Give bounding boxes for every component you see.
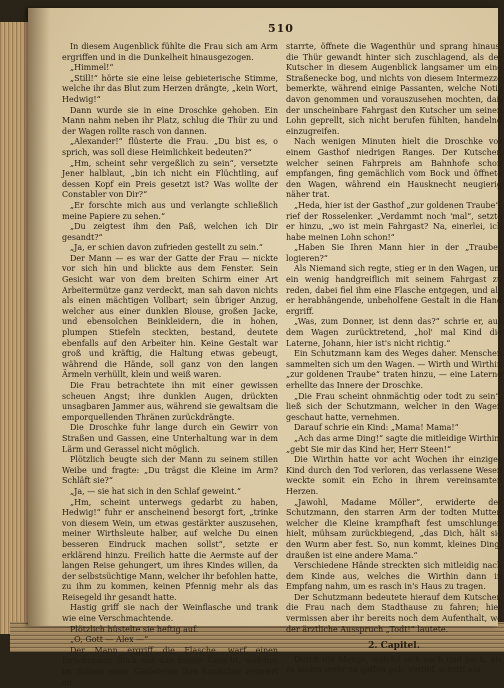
- paragraph: Durch die Menge, welche sich nach und nach, als es nichts mehr zu gaffen gab, verlief, schritt ein: [286, 654, 502, 675]
- page-number: 510: [268, 22, 294, 35]
- page-gutter-shadow: [28, 8, 50, 626]
- paragraph: „Hm, scheint unterwegs gedarbt zu haben, Hedwig!“ fuhr er anscheinend besorgt fort, „trinke von diesem Wein, um etwas gestärkter auszusehen, meiner Wirthsleute halber, auf welche Du einen besseren Eindruck machen sollst“, setzte er erklärend hinzu. Freilich hatte die Aermste auf der langen Reise gehungert, um ihres Kindes willen, da der selbstsüchtige Mann, welcher ihr befohlen hatte, zu ihm zu kommen, keinen Pfennig mehr als das Reisegeld ihr gesandt hatte.: [62, 497, 278, 602]
- chapter-heading: 2. Capitel.: [368, 641, 420, 652]
- paragraph: „Die Frau scheint ohnmächtig oder todt zu sein“, ließ sich der Schutzmann, welcher in den Wagen geschaut hatte, vernehmen.: [286, 391, 502, 422]
- paragraph: „Heda, hier ist der Gasthof „zur goldenen Traube“, rief der Rosselenker. „Verdammt noch 'mal“, setzte er hinzu, „wo ist mein Fahrgast? Na, einerlei, ich habe meinen Lohn schon!“: [286, 200, 502, 242]
- paragraph: Plötzlich beugte sich der Mann zu seinem stillen Weibe und fragte: „Du trägst die Kleine im Arm? Schläft sie?“: [62, 455, 278, 486]
- paragraph: Die Frau betrachtete ihn mit einer gewissen scheuen Angst; ihre dunklen Augen, drückten unsagbaren Jammer aus, während sie gewaltsam die emporquellenden Thränen zurückdrängte.: [62, 381, 278, 422]
- paragraph: Der Mann — es war der Gatte der Frau — nickte vor sich hin und blickte aus dem Fenster. Sein Gesicht war von dem breiten Schirm einer Art Arbeitermütze ganz verdeckt, man sah davon nichts als einen mächtigen Vollbart; sein übriger Anzug, welcher aus einer dunklen Blouse, großen Jacke, und ebensolchen Beinkleidern, die in hohen, plumpen Stiefeln steckten, bestand, deutete ebenfalls auf den Arbeiter hin. Keine Gestalt war groß und kräftig, die Haltung etwas gebeugt, während die Hände, soll ganz von den langen Ärmeln verhüllt, klein und weiß waren.: [62, 253, 278, 380]
- paragraph: Dann wurde sie in eine Droschke gehoben. Ein Mann nahm neben ihr Platz, schlug die Thür zu und der Wagen rollte rasch von dannen.: [62, 105, 278, 136]
- paragraph: Die Droschke fuhr lange durch ein Gewirr von Straßen und Gassen, eine Unterhaltung war in dem Lärm und Gerassel nicht möglich.: [62, 423, 278, 454]
- paragraph: „Still!“ hörte sie eine leise gebieterische Stimme, welche ihr das Blut zum Herzen drängte, „kein Wort, Hedwig!“: [62, 73, 278, 104]
- text-column-left: [62, 42, 278, 688]
- paragraph: Darauf schrie ein Kind: „Mama! Mama!“: [294, 423, 459, 433]
- paragraph: „Ach das arme Ding!“ sagte die mitleidige Wirthin, „gebt Sie mir das Kind her, Herr Steen!“: [286, 433, 502, 454]
- paragraph: In diesem Augenblick fühlte die Frau sich am Arm ergriffen und in die Dunkelheit hinausgezogen.: [62, 42, 278, 62]
- paragraph: „Er forschte mich aus und verlangte schließlich meine Papiere zu sehen.“: [62, 200, 278, 221]
- paragraph: Hastig griff sie nach der Weinflasche und trank wie eine Verschmachtende.: [62, 603, 278, 624]
- paragraph: Verschiedene Hände streckten sich mitleidig nach dem Kinde aus, welches die Wirthin dann in Empfang nahm, um es rasch in's Haus zu tragen.: [286, 561, 502, 592]
- paragraph: „Ja, — sie hat sich in den Schlaf geweint.“: [70, 486, 241, 496]
- text-column-right: [286, 42, 502, 676]
- paragraph: Plötzlich hüstelte sie heftig auf.: [70, 624, 199, 634]
- paragraph: starrte, öffnete die Wagenthür und sprang hinaus, die Thür gewandt hinter sich zuschlagend, als der Kutscher in diesem Augenblick langsamer um eine Straßenecke bog, und nichts von diesem Intermezzo bemerkte, während einige Passanten, welche Notiz davon genommen und vorauszusehen mochten, daß der unscheinbare Fahrgast den Kutscher um seinen Lohn geprellt, sich nicht berufen fühlten, handelnd einzugreifen.: [286, 42, 502, 136]
- paragraph: Der Schutzmann bedeutete hierauf dem Kutscher, die Frau nach dem Stadthause zu fahren; hier vermissen aber ihr bereits noch dem Aufenthalt, wo der ärztliche Ausspruch „Todt!“ lautete.: [286, 592, 502, 634]
- paragraph: „Was, zum Donner, ist denn das?“ schrie er, aus dem Wagen zurücktretend, „hol' mal Kind die Laterne, Johann, hier ist's nicht richtig.“: [286, 317, 502, 348]
- paragraph: Als Niemand sich regte, stieg er in den Wagen, um ein wenig handgreiflich mit seinem Fahrgast zu reden, dabei fiel ihm eine Flasche entgegen, und als er herabhängende, unbeholfene Gestalt in die Hand ergriff.: [286, 264, 502, 316]
- paragraph: „Hm, scheint sehr vergeßlich zu sein“, versetzte Jener halblaut, „bin ich nicht ein Flüchtling, auf dessen Kopf ein Preis gesetzt ist? Was wollte der Constabler von Dir?“: [62, 158, 278, 200]
- paragraph: „Ja, er schien davon zufrieden gestellt zu sein.“: [70, 243, 263, 253]
- book-page: [28, 8, 502, 687]
- paragraph: „Haben Sie Ihren Mann hier in der „Traube“ logieren?“: [286, 243, 502, 263]
- paragraph: „Alexander!“ flüsterte die Frau. „Du bist es, o sprich, was soll diese Heimlichkeit bedeuten?“: [62, 137, 278, 157]
- paragraph: „O, Gott — Alex —“: [70, 635, 149, 645]
- paragraph: Nach wenigen Minuten hielt die Droschke vor einem Gasthof niedrigen Ranges. Der Kutscher, welcher seinen Fahrpreis am Bahnhofe schon empfangen, fing gemächlich vom Bock und öffnete den Wagen, während ein Hausknecht neugierig näher trat.: [286, 137, 502, 200]
- paragraph: „Du zeigtest ihm den Paß, welchen ich Dir gesandt?“: [62, 222, 278, 242]
- paragraph: Der Mann ergriff die Flasche, warf einen forschenden Blick auf das blasse Gesicht, welches im Schein einer Gaslaterne ihm furchtbar verzerrt an-: [62, 645, 278, 687]
- book-page-stack-left: [0, 22, 30, 634]
- paragraph: „Jawohl, Madame Möller“, erwiderte der Schutzmann, den starren Arm der todten Mutter, welcher die Kleine krampfhaft fest umschlungen hielt, mühsam zurückbiegend, „das Dich, hält sie den Wurm aber fest. So, nun kommt, kleines Ding, draußen ist eine andere Mama.“: [286, 497, 502, 560]
- paragraph: „Himmel!“: [70, 63, 114, 73]
- paragraph: Die Wirthin hatte vor acht Wochen ihr einziges Kind durch den Tod verloren, das verlassene Wesen weckte somit ein Echo in ihrem vereinsamten Herzen.: [286, 455, 502, 496]
- paragraph: Ein Schutzmann kam des Weges daher. Menschen sammelten sich um den Wagen. — Wirth und Wirthin „zur goldenen Traube“ traten hinzu, — eine Laterne erhellte das Innere der Droschke.: [286, 349, 502, 390]
